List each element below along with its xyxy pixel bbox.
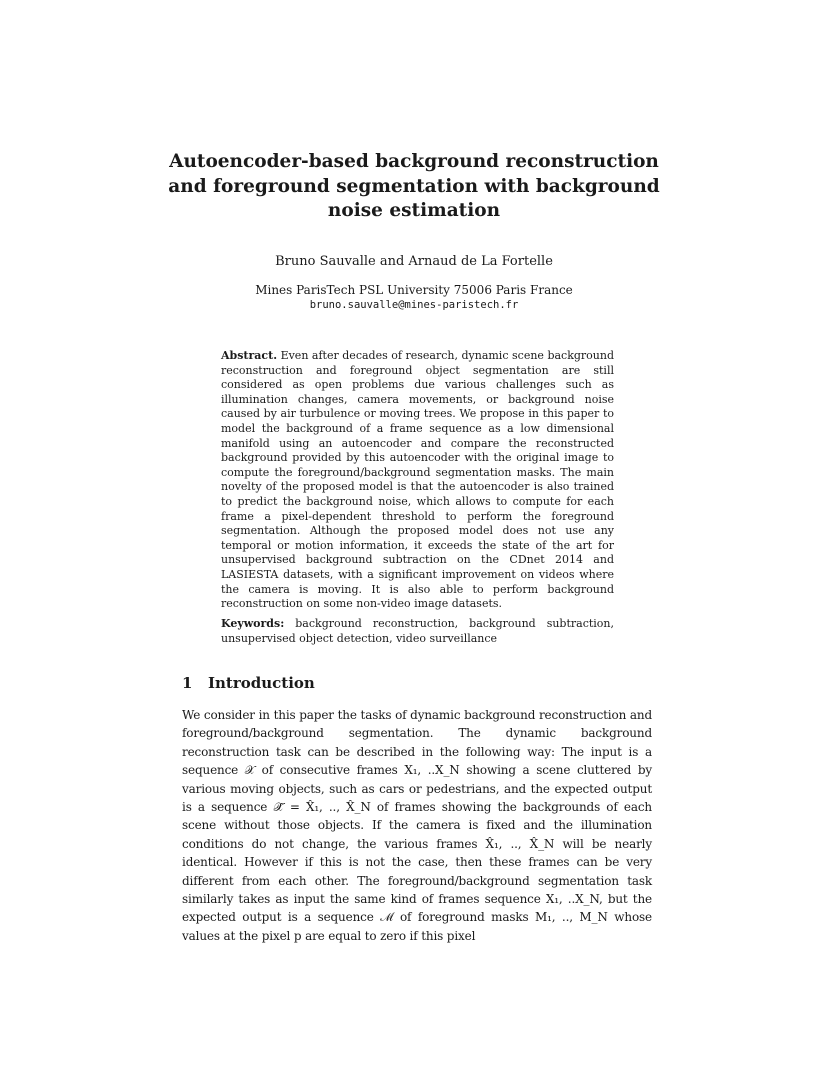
keywords (221, 617, 614, 646)
abstract (221, 349, 614, 612)
abstract-label: Abstract. (221, 349, 278, 362)
paper-title: Autoencoder-based background reconstruction and foreground segmentation with background noise estimation (168, 151, 660, 221)
abstract-text: Even after decades of research, dynamic scene background reconstruction and foreground object segmentation are still considered as open problems due various challenges such as illumination changes, camera movements, or background noise caused by air turbulence or moving trees. We propose in this paper to model the background of a frame sequence as a low dimensional manifold using an autoencoder and compare the reconstructed background provided by this autoencoder with the original image to compute the foreground/background segmentation masks. The main novelty of the proposed model is that the autoencoder is also trained to predict the background noise, which allows to compute for each frame a pixel-dependent threshold to perform the foreground segmentation. Although the proposed model does not use any temporal or motion information, it exceeds the state of the art for unsupervised background subtraction on the CDnet 2014 and LASIESTA datasets, with a significant improvement on videos where the camera is moving. It is also able to perform background reconstruction on some non-video image datasets. (221, 349, 615, 611)
section-title: Introduction (208, 674, 315, 692)
keywords-text: background reconstruction, background subtraction, unsupervised object detection, video surveillance (221, 617, 615, 645)
author-list: Bruno Sauvalle and Arnaud de La Fortelle (275, 254, 553, 269)
affiliation: Mines ParisTech PSL University 75006 Paris France (255, 283, 573, 297)
introduction-paragraph: We consider in this paper the tasks of dynamic background reconstruction and foreground/background segmentation. The dynamic background reconstruction task can be described in the following way: The input is a sequence 𝒳 of consecutive frames X₁, ..X_N showing a scene cluttered by various moving objects, such as cars or pedestrians, and the expected output is a sequence 𝒳̂ = X̂₁, .., X̂_N of frames showing the backgrounds of each scene without those objects. If the camera is fixed and the illumination conditions do not change, the various frames X̂₁, .., X̂_N will be nearly identical. However if this is not the case, then these frames can be very different from each other. The foreground/background segmentation task similarly takes as input the same kind of frames sequence X₁, ..X_N, but the expected output is a sequence ℳ of foreground masks M₁, .., M_N whose values at the pixel p are equal to zero if this pixel (182, 708, 652, 943)
section-heading-introduction (182, 673, 652, 693)
author-email[interactable]: bruno.sauvalle@mines-paristech.fr (309, 299, 519, 311)
keywords-label: Keywords: (221, 617, 285, 630)
section-number: 1 (182, 674, 193, 692)
